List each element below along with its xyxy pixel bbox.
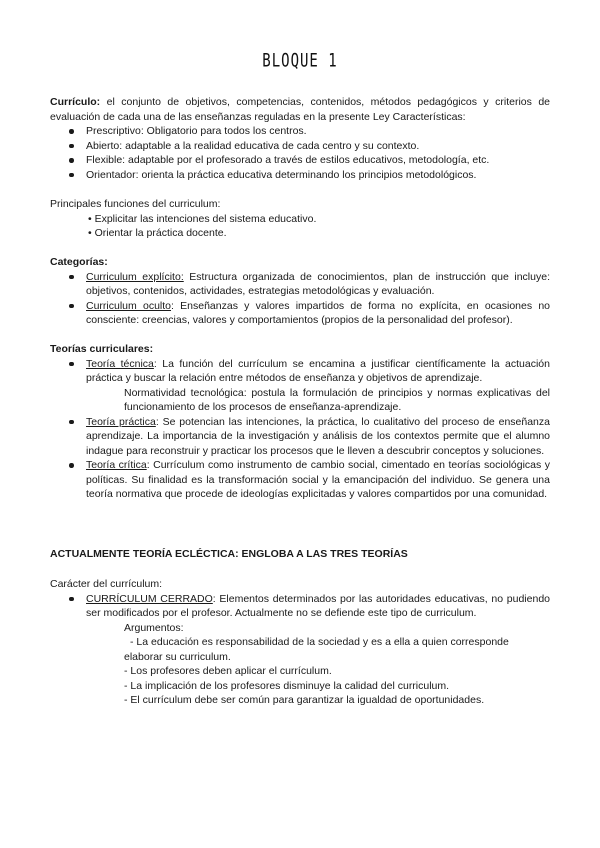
argument-item	[50, 635, 550, 664]
list-item: • Explicitar las intenciones del sistema educativo.	[88, 212, 317, 225]
category-text: : Enseñanzas y valores impartidos de forma no explícita, en ocasiones no consciente: creencias, valores y comportamientos (propios de la personalidad del profesor).	[86, 299, 550, 326]
caracter-heading: Carácter del currículum:	[50, 578, 163, 590]
teoria-practica-text: : Se potencian las intenciones, la práctica, lo cualitativo del proceso de enseñanza aprendizaje. La importancia de la investigación y análisis de los contextos permite que el alumno indague para reconstruir y practicar los procesos que le lleven a descubrir conceptos y soluciones.	[86, 415, 550, 457]
argument-item: - Los profesores deben aplicar el currículum.	[124, 665, 332, 677]
list-item	[50, 270, 550, 299]
curriculo-definition	[50, 95, 550, 124]
category-text: Estructura organizada de conocimientos, plan de instrucción que incluye: objetivos, contenidos, actividades, estrategias metodológicas y evaluación.	[86, 270, 550, 297]
list-item	[50, 299, 550, 328]
list-item	[50, 592, 550, 621]
category-term: Curriculum explícito:	[86, 270, 184, 283]
argumentos-label: Argumentos:	[124, 621, 184, 634]
teoria-tecnica-term: Teoría técnica	[86, 357, 154, 370]
curriculum-cerrado-text: : Elementos determinados por las autoridades educativas, no pudiendo ser modificados por el profesor. Actualmente no se defiende este tipo de curriculum.	[86, 592, 550, 619]
caracter-section	[50, 577, 550, 708]
list-item	[50, 415, 550, 459]
list-item: • Orientar la práctica docente.	[88, 227, 227, 239]
teoria-tecnica-text: : La función del currículum se encamina a justificar científicamente la actuación práctica y buscar la relación entre métodos de enseñanza y objetivos de aprendizaje.	[86, 357, 550, 384]
teorias-section	[50, 342, 550, 502]
teorias-heading: Teorías curriculares:	[50, 343, 154, 355]
teoria-critica-term: Teoría crítica	[86, 459, 147, 471]
teoria-critica-text: : Currículum como instrumento de cambio social, cimentado en teorías sociológicas y políticas. Su finalidad es la transformación social y la emancipación del individuo. Se genera una teoría normativa que procede de ideologías explicitadas y valores compartidos por una comunidad.	[86, 459, 551, 500]
categorias-heading: Categorías:	[50, 256, 108, 268]
teoria-tecnica-note: Normatividad tecnológica: postula la formulación de principios y normas explicativas del funcionamiento de los procesos de enseñanza-aprendizaje.	[124, 386, 550, 413]
curriculum-cerrado-term: CURRÍCULUM CERRADO	[86, 592, 213, 605]
categorias-section	[50, 255, 550, 328]
list-item	[50, 357, 550, 386]
list-item: Abierto: adaptable a la realidad educativa de cada centro y su contexto.	[50, 139, 550, 154]
list-item: Prescriptivo: Obligatorio para todos los centros.	[50, 124, 550, 139]
eclectica-heading: ACTUALMENTE TEORÍA ECLÉCTICA: ENGLOBA A LAS TRES TEORÍAS	[50, 548, 408, 560]
argument-item: - El currículum debe ser común para garantizar la igualdad de oportunidades.	[124, 694, 485, 706]
list-item: Orientador: orienta la práctica educativa determinando los principios metodológicos.	[50, 168, 550, 183]
page-title: BLOQUE 1	[262, 50, 338, 72]
curriculo-term: Currículo:	[50, 96, 101, 108]
funciones-heading: Principales funciones del curriculum:	[50, 198, 221, 210]
argument-item: - La implicación de los profesores disminuye la calidad del curriculum.	[124, 679, 450, 692]
funciones-section	[50, 197, 550, 241]
teoria-practica-term: Teoría práctica	[86, 415, 156, 428]
argument-text: - La educación es responsabilidad de la sociedad y es a ella a quien corresponde elaborar su curriculum.	[124, 636, 509, 663]
caracteristicas-list	[50, 124, 550, 182]
list-item	[50, 458, 550, 502]
category-term: Curriculum oculto	[86, 299, 172, 312]
curriculo-definition-text: el conjunto de objetivos, competencias, contenidos, métodos pedagógicos y criterios de evaluación de cada una de las enseñanzas reguladas en la presente Ley Características:	[50, 96, 551, 123]
list-item: Flexible: adaptable por el profesorado a través de estilos educativos, metodología, etc.	[50, 153, 550, 168]
